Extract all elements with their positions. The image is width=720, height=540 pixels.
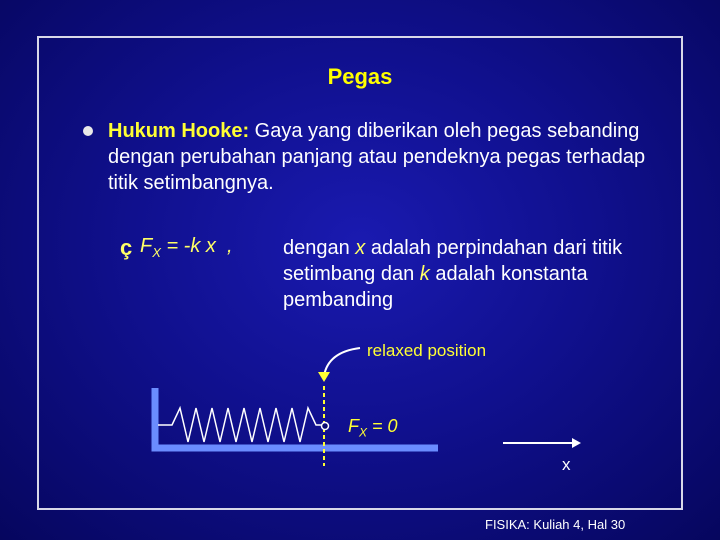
force-symbol: F [140, 235, 153, 257]
spring-end-marker [322, 423, 329, 430]
definition-text-1: dengan [283, 237, 356, 259]
hooke-law-text: Gaya yang diberikan oleh pegas sebanding dengan perubahan panjang atau pendeknya pegas terhadap titik setimbangnya. [108, 120, 646, 194]
relaxed-pointer-line [324, 348, 360, 376]
force-subscript: X [152, 245, 161, 260]
variable-x: x [355, 237, 366, 259]
slide-footer: FISIKA: Kuliah 4, Hal 30 [485, 517, 626, 532]
arrow-icon: ç [120, 235, 133, 260]
formula-equation: = -k x , [160, 235, 233, 257]
diagram-force-subscript: X [359, 425, 368, 440]
definition-text-3: adalah konstanta pembanding [283, 263, 588, 311]
diagram-force-value: = 0 [367, 416, 398, 436]
relaxed-position-label: relaxed position [367, 341, 487, 360]
x-axis-label: x [562, 455, 571, 474]
hooke-law-term: Hukum Hooke: [108, 120, 250, 142]
spring-coil [158, 408, 322, 442]
diagram-force-symbol: F [348, 416, 359, 436]
slide-title: Pegas [327, 64, 393, 89]
definition-text-2: adalah perpindahan dari titik setimbang dan [283, 237, 623, 285]
force-zero-label [348, 416, 398, 440]
relaxed-pointer-arrowhead [318, 372, 330, 382]
variable-k: k [419, 263, 430, 285]
x-axis-arrowhead [572, 438, 581, 448]
